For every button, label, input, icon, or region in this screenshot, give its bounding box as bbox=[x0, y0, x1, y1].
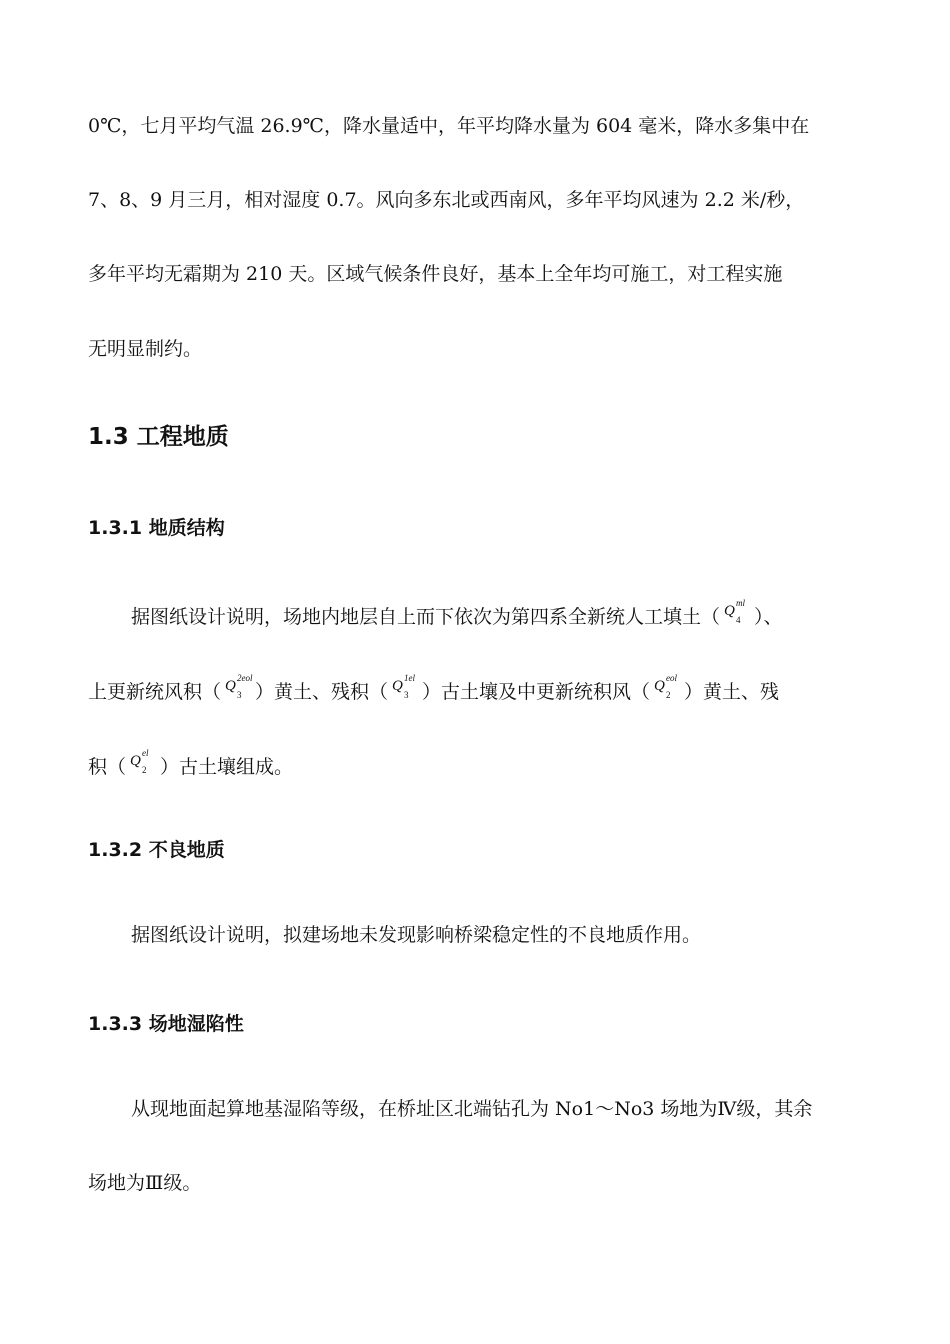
formula-q2eol: Q eol 2 bbox=[654, 673, 678, 700]
climate-line-2: 7、8、9 月三月，相对湿度 0.7。风向多东北或西南风，多年平均风速为 2.2 米/秒， bbox=[88, 189, 805, 211]
geology-paragraph-line-2 bbox=[88, 673, 780, 704]
geology-text: ）、 bbox=[754, 606, 783, 628]
subsection-heading-geology-structure: 1.3.1 地质结构 bbox=[88, 517, 225, 539]
climate-line-1: 0℃，七月平均气温 26.9℃，降水量适中，年平均降水量为 604 毫米，降水多集中在 bbox=[88, 115, 810, 137]
formula-q3-2eol: Q 2eol 3 bbox=[225, 673, 253, 700]
geology-paragraph-line-1 bbox=[131, 598, 783, 629]
geology-text: ）黄土、残积（ bbox=[255, 681, 389, 703]
formula-q3-1el: Q 1el 3 bbox=[392, 673, 416, 700]
subsection-heading-adverse-geology: 1.3.2 不良地质 bbox=[88, 839, 225, 861]
geology-text: 积（ bbox=[88, 756, 127, 778]
collapsibility-line-2: 场地为Ⅲ级。 bbox=[88, 1172, 202, 1194]
formula-q4ml: Q ml 4 bbox=[724, 598, 746, 625]
geology-paragraph-line-3 bbox=[88, 748, 294, 779]
adverse-geology-paragraph: 据图纸设计说明，拟建场地未发现影响桥梁稳定性的不良地质作用。 bbox=[131, 924, 702, 946]
geology-text: ）古土壤组成。 bbox=[160, 756, 294, 778]
section-heading: 1.3 工程地质 bbox=[88, 424, 229, 450]
formula-q2el: Q el 2 bbox=[130, 748, 149, 775]
geology-text: ）古土壤及中更新统积风（ bbox=[422, 681, 651, 703]
geology-text: 上更新统风积（ bbox=[88, 681, 222, 703]
collapsibility-line-1: 从现地面起算地基湿陷等级，在桥址区北端钻孔为 No1～No3 场地为Ⅳ级，其余 bbox=[131, 1098, 813, 1120]
subsection-heading-collapsibility: 1.3.3 场地湿陷性 bbox=[88, 1013, 244, 1035]
climate-line-4: 无明显制约。 bbox=[88, 338, 203, 360]
geology-text: ）黄土、残 bbox=[684, 681, 780, 703]
climate-line-3: 多年平均无霜期为 210 天。区域气候条件良好，基本上全年均可施工，对工程实施 bbox=[88, 263, 783, 285]
geology-text: 据图纸设计说明，场地内地层自上而下依次为第四系全新统人工填土（ bbox=[131, 606, 721, 628]
